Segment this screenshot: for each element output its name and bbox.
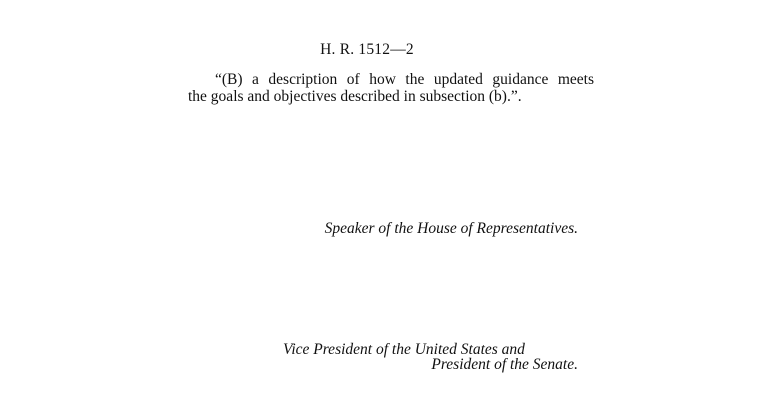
paragraph-line-1: “(B) a description of how the updated guidance meets [215, 71, 594, 88]
vice-president-signature-line: Vice President of the United States and [283, 341, 525, 358]
speaker-signature-line: Speaker of the House of Representatives. [324, 220, 578, 237]
senate-president-signature-line: President of the Senate. [431, 356, 578, 373]
bill-paragraph [188, 71, 594, 105]
paragraph-line-2: the goals and objectives described in subsection (b).”. [188, 88, 522, 105]
bill-page-header: H. R. 1512—2 [320, 41, 414, 58]
